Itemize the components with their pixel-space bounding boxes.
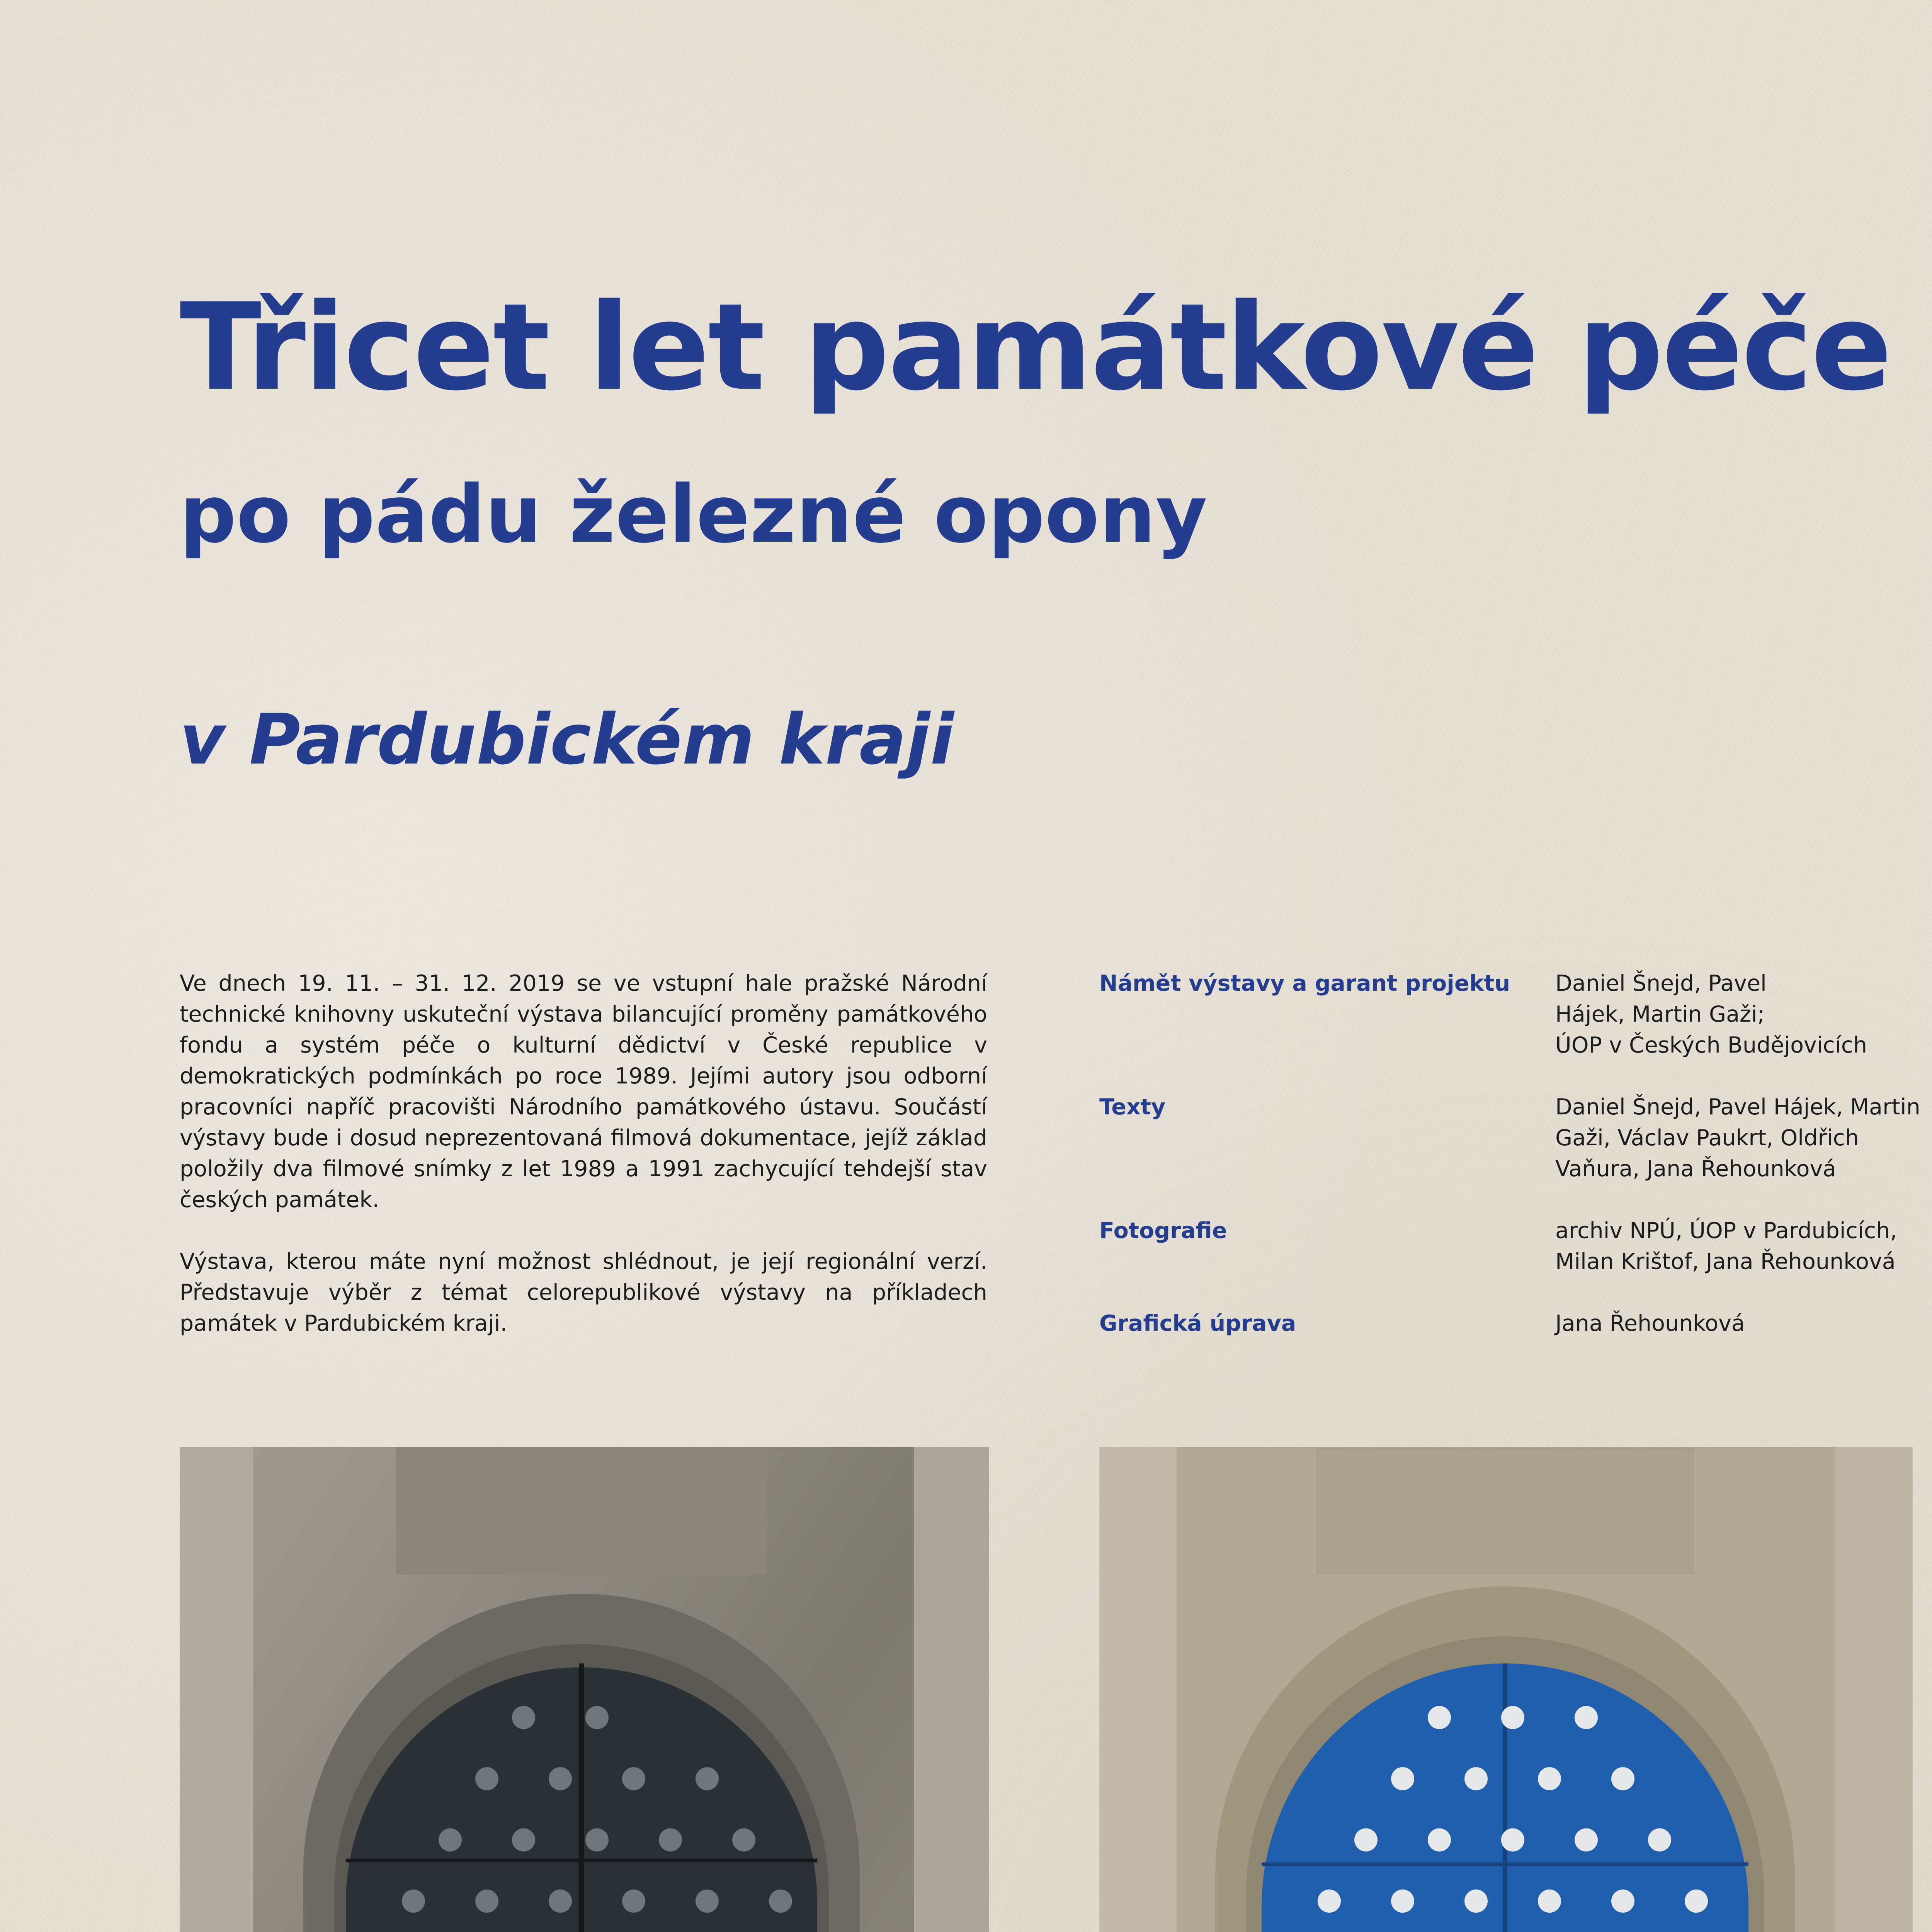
- credit-value: Jana Řehounková: [1555, 1308, 1922, 1339]
- region-heading: v Pardubickém kraji: [180, 705, 954, 775]
- intro-paragraph: Výstava, kterou máte nyní možnost shlédnout, je její regionální verzí. Představuje výběr z témat celorepublikové výstavy na příkladech památek v Pardubickém kraji.: [180, 1246, 987, 1339]
- page-subtitle: po pádu železné opony: [180, 475, 1207, 554]
- credit-value: archiv NPÚ, ÚOP v Pardubicích, Milan Krištof, Jana Řehounková: [1555, 1215, 1922, 1277]
- page-title: Třicet let památkové péče: [180, 288, 1891, 408]
- credit-value: Daniel Šnejd, Pavel Hájek, Martin Gaži, Václav Paukrt, Oldřich Vaňura, Jana Řehounková: [1555, 1092, 1922, 1184]
- credit-label: Texty: [1099, 1092, 1555, 1184]
- intro-paragraph: Ve dnech 19. 11. – 31. 12. 2019 se ve vstupní hale pražské Národní technické knihovny uskuteční výstava bilancující proměny památkového fondu a systém péče o kulturní dědictví v České republice v demokratických podmínkách po roce 1989. Jejími autory jsou odborní pracovníci napříč pracovišti Národního památkového ústavu. Součástí výstavy bude i dosud neprezentovaná filmová dokumentace, jejíž základ položily dva filmové snímky z let 1989 a 1991 zachycující tehdejší stav českých památek.: [180, 968, 987, 1215]
- credit-label: Námět výstavy a garant projektu: [1099, 968, 1555, 1061]
- credit-label: Grafická úprava: [1099, 1308, 1555, 1339]
- credit-label: Fotografie: [1099, 1215, 1555, 1277]
- credit-value: Daniel Šnejd, Pavel Hájek, Martin Gaži; ÚOP v Českých Budějovicích: [1555, 968, 1922, 1061]
